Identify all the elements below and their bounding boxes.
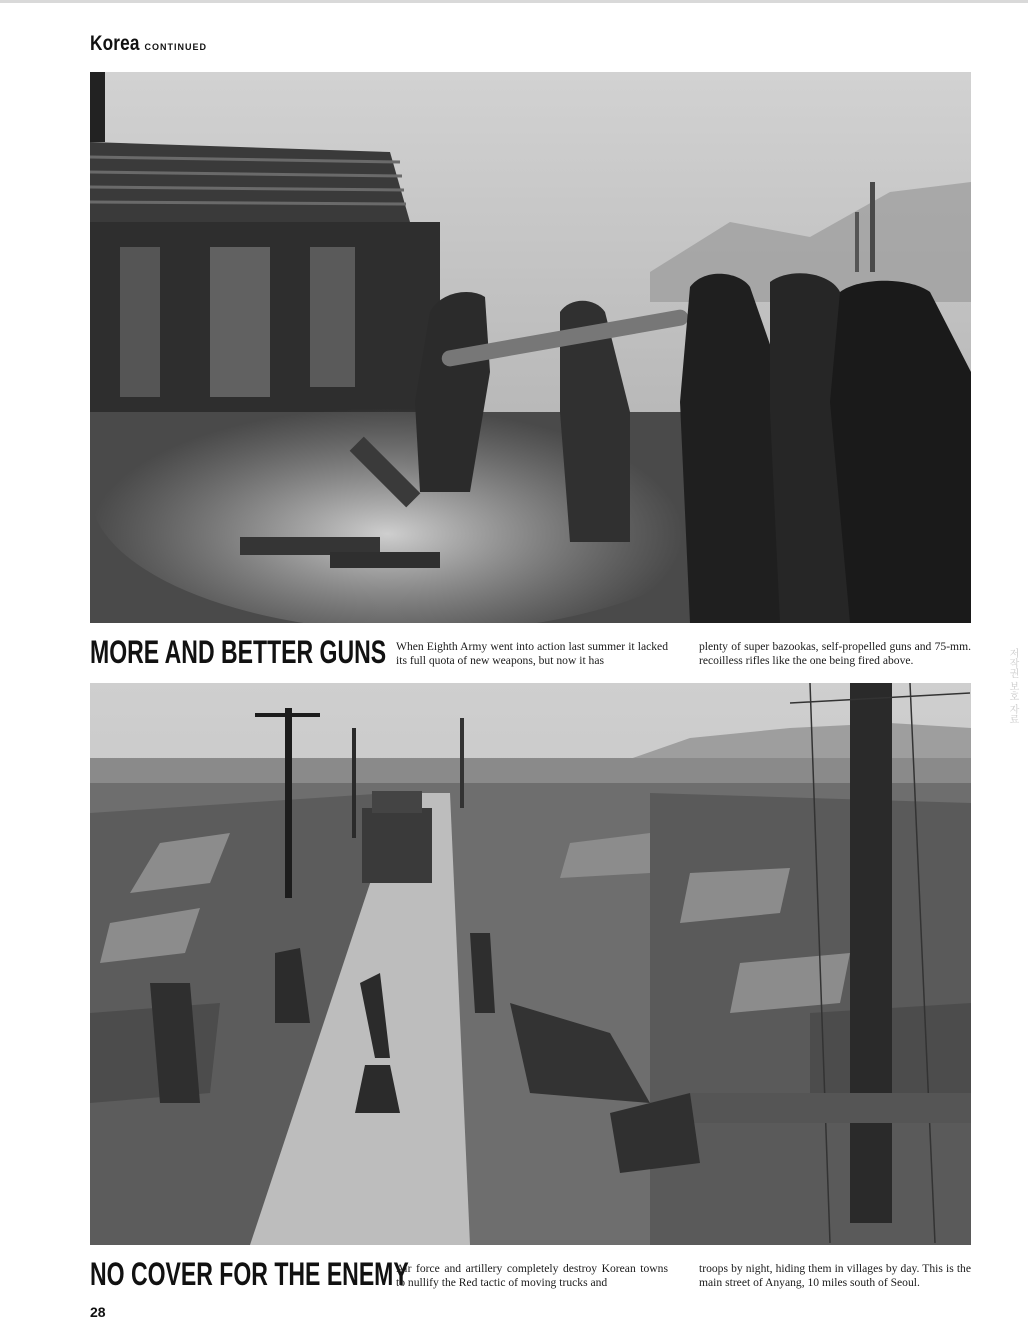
section-title: Korea — [90, 32, 140, 55]
top-border — [0, 0, 1028, 3]
ruined-street-photo-art — [90, 683, 971, 1245]
caption-column-left: When Eighth Army went into action last summer it lacked its full quota of new weapons, but now it has — [396, 640, 668, 667]
caption-column-right: troops by night, hiding them in villages by day. This is the main street of Anyang, 10 miles south of Seoul. — [699, 1262, 971, 1289]
caption-no-cover — [90, 1256, 971, 1296]
copyright-stamp: 저작권 보호 자료 — [1007, 648, 1018, 725]
caption-column-right: plenty of super bazookas, self-propelled guns and 75-mm. recoilless rifles like the one being fired above. — [699, 640, 971, 667]
headline-more-and-better-guns: MORE AND BETTER GUNS — [90, 634, 387, 670]
photo-anyang-main-street — [90, 683, 971, 1245]
continued-label: CONTINUED — [144, 42, 208, 52]
section-header — [90, 32, 207, 56]
recoilless-rifle-photo-art — [90, 72, 971, 623]
page-number: 28 — [90, 1304, 106, 1320]
caption-more-guns — [90, 634, 971, 674]
headline-no-cover-for-the-enemy: NO COVER FOR THE ENEMY — [90, 1256, 409, 1292]
caption-column-left: Air force and artillery completely destroy Korean towns to nullify the Red tactic of moving trucks and — [396, 1262, 668, 1289]
photo-recoilless-rifle-crew — [90, 72, 971, 623]
